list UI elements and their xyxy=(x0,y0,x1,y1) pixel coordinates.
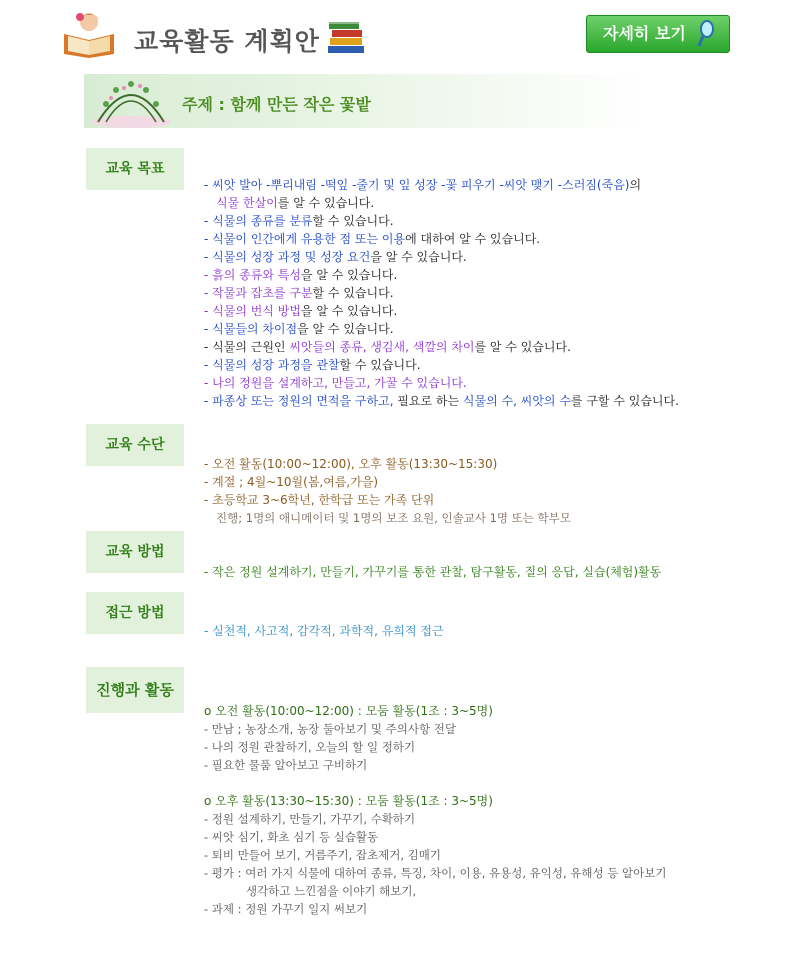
reading-girl-icon xyxy=(60,10,118,58)
section-goal-label: 교육 목표 xyxy=(86,148,184,190)
section-means-label: 교육 수단 xyxy=(86,424,184,466)
goal-line-6: - 흙의 종류와 특성을 알 수 있습니다. xyxy=(204,268,398,282)
activity-pm-2: - 씨앗 심기, 화초 심기 등 실습활동 xyxy=(204,830,379,844)
activity-pm-6: - 과제 : 정원 가꾸기 일지 써보기 xyxy=(204,902,368,916)
goal-line-13: - 파종상 또는 정원의 면적을 구하고, 필요로 하는 식물의 수, 씨앗의 수를 구할 수 있습니다. xyxy=(204,394,679,408)
activity-am-3: - 필요한 물품 알아보고 구비하기 xyxy=(204,758,368,772)
activity-pm-title: o 오후 활동(13:30~15:30) : 모둠 활동(1조 : 3~5명) xyxy=(204,794,493,808)
activity-pm-4: - 평가 : 여러 가지 식물에 대하여 종류, 특징, 차이, 이용, 유용성, 유익성, 유해성 등 알아보기 xyxy=(204,866,667,880)
activity-pm-1: - 정원 설계하기, 만들기, 가꾸기, 수확하기 xyxy=(204,812,416,826)
detail-view-label: 자세히 보기 xyxy=(603,24,686,43)
goal-line-2: 식물 한살이를 알 수 있습니다. xyxy=(216,196,375,210)
goal-line-8: - 식물의 번식 방법을 알 수 있습니다. xyxy=(204,304,398,318)
activity-pm-3: - 퇴비 만들어 보기, 거름주기, 잡초제거, 김매기 xyxy=(204,848,442,862)
activity-am-2: - 나의 정원 관찰하기, 오늘의 할 일 정하기 xyxy=(204,740,416,754)
goal-line-9: - 식물들의 차이점을 알 수 있습니다. xyxy=(204,322,394,336)
activity-pm-5: 생각하고 느낀점을 이야기 해보기, xyxy=(246,884,417,898)
activity-am-1: - 만남 ; 농장소개, 농장 둘아보기 및 주의사항 전달 xyxy=(204,722,456,736)
goal-line-4: - 식물이 인간에게 유용한 점 또는 이용에 대하여 알 수 있습니다. xyxy=(204,232,541,246)
goal-line-11: - 식물의 성장 과정을 관찰할 수 있습니다. xyxy=(204,358,421,372)
magnifier-icon xyxy=(697,20,715,61)
goal-line-3: - 식물의 종류를 분류할 수 있습니다. xyxy=(204,214,394,228)
subject-title: 주제 : 함께 만든 작은 꽃밭 xyxy=(182,95,371,114)
detail-view-button[interactable] xyxy=(586,15,730,53)
goal-line-1: - 씨앗 발아 -뿌리내림 -떡잎 -줄기 및 잎 성장 -꽃 피우기 -씨앗 맺기 -스러짐(죽음)의 xyxy=(204,178,642,192)
approach-line: - 실천적, 사고적, 감각적, 과학적, 유희적 접근 xyxy=(204,624,444,638)
means-line-4: 진행; 1명의 애니메이터 및 1명의 보조 요원, 인솔교사 1명 또는 학부모 xyxy=(216,511,571,525)
method-line: - 작은 정원 설계하기, 만들기, 가꾸기를 통한 관찰, 탐구활동, 질의 응답, 실습(체험)활동 xyxy=(204,565,662,579)
section-activity-label: 진행과 활동 xyxy=(86,667,184,713)
means-line-1: - 오전 활동(10:00~12:00), 오후 활동(13:30~15:30) xyxy=(204,457,498,471)
section-method-label: 교육 방법 xyxy=(86,531,184,573)
books-icon xyxy=(326,18,366,54)
activity-am-title: o 오전 활동(10:00~12:00) : 모둠 활동(1조 : 3~5명) xyxy=(204,704,493,718)
goal-line-12: - 나의 정원을 설계하고, 만들고, 가꿀 수 있습니다. xyxy=(204,376,467,390)
section-approach-label: 접근 방법 xyxy=(86,592,184,634)
goal-line-5: - 식물의 성장 과정 및 성장 요건을 알 수 있습니다. xyxy=(204,250,467,264)
flower-arch-icon xyxy=(86,74,176,128)
means-line-2: - 계절 ; 4월~10월(봄,여름,가을) xyxy=(204,475,379,489)
goal-line-7: - 작물과 잡초를 구분할 수 있습니다. xyxy=(204,286,394,300)
means-line-3: - 초등학교 3~6학년, 한학급 또는 가족 단위 xyxy=(204,493,435,507)
page-title: 교육활동 계획안 xyxy=(134,27,320,56)
goal-line-10: - 식물의 근원인 씨앗들의 종류, 생김새, 색깔의 차이를 알 수 있습니다. xyxy=(204,340,571,354)
